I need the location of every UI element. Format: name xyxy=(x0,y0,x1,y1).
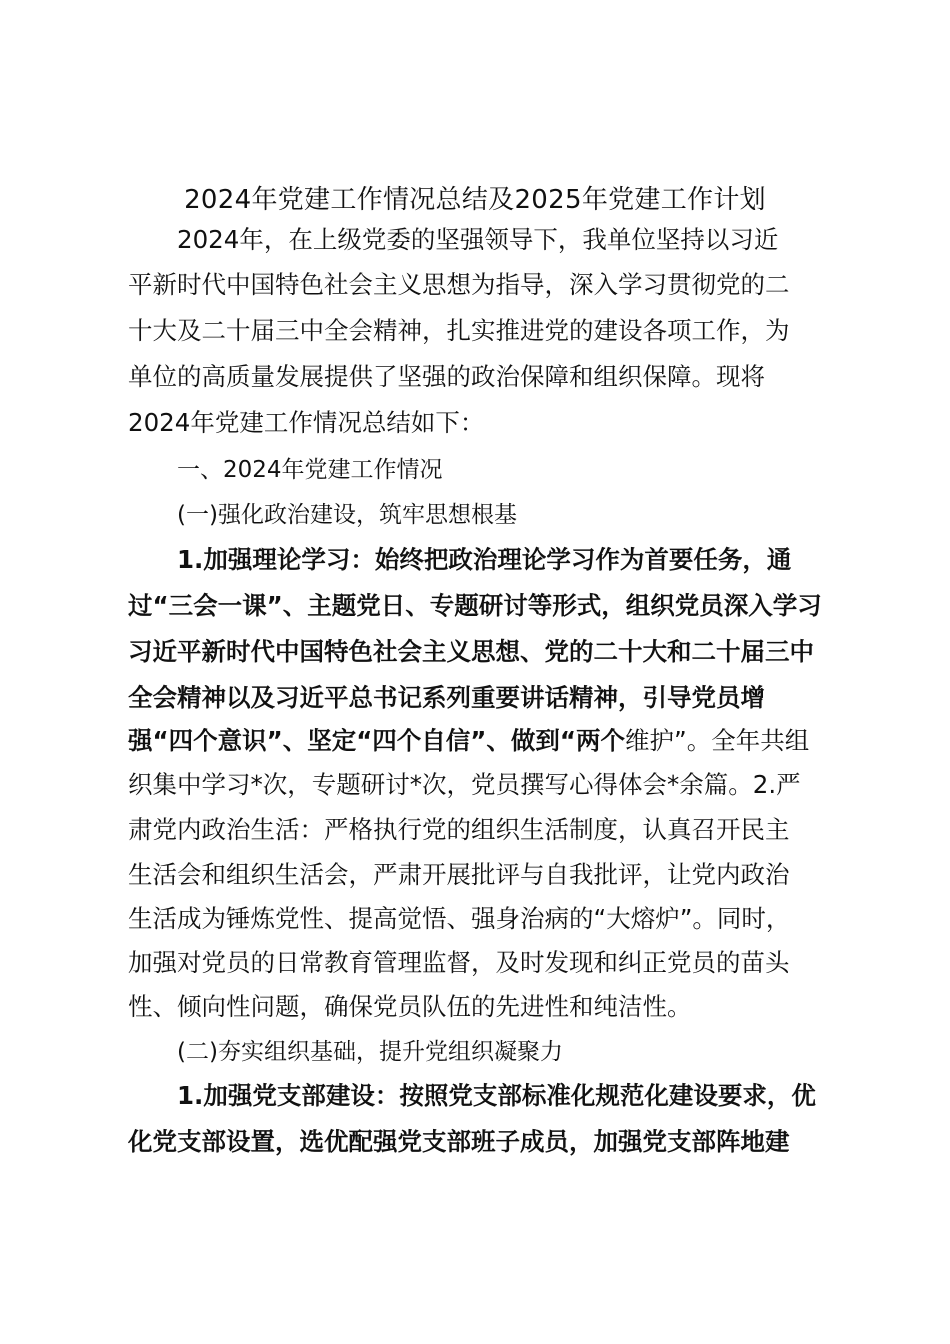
paragraph-line: 化党支部设置，选优配强党支部班子成员，加强党支部阵地建 xyxy=(128,1127,790,1156)
paragraph-line: 织集中学习*次，专题研讨*次，党员撰写心得体会*余篇。2.严 xyxy=(128,770,801,799)
paragraph-line: 单位的高质量发展提供了坚强的政治保障和组织保障。现将 xyxy=(128,362,765,391)
paragraph-line: 肃党内政治生活：严格执行党的组织生活制度，认真召开民主 xyxy=(128,815,790,844)
paragraph-line: 1.加强党支部建设：按照党支部标准化规范化建设要求，优 xyxy=(177,1081,816,1110)
section-heading: 一、2024年党建工作情况 xyxy=(177,457,443,483)
paragraph-line: 2024年，在上级党委的坚强领导下，我单位坚持以习近 xyxy=(177,225,779,254)
paragraph-line: 加强对党员的日常教育管理监督，及时发现和纠正党员的苗头 xyxy=(128,948,790,977)
paragraph-line: 十大及二十届三中全会精神，扎实推进党的建设各项工作，为 xyxy=(128,316,790,345)
paragraph-line: 习近平新时代中国特色社会主义思想、党的二十大和二十届三中 xyxy=(128,637,814,666)
paragraph-line: 过“三会一课”、主题党日、专题研讨等形式，组织党员深入学习 xyxy=(128,591,822,620)
normal-segment: 维护”。全年共组 xyxy=(625,726,810,755)
paragraph-line: 2024年党建工作情况总结如下： xyxy=(128,408,485,437)
bold-segment: 强“四个意识”、坚定“四个自信”、做到“两个 xyxy=(128,726,626,755)
subsection-heading: (一)强化政治建设，筑牢思想根基 xyxy=(177,502,517,528)
paragraph-line: 性、倾向性问题，确保党员队伍的先进性和纯洁性。 xyxy=(128,992,692,1021)
paragraph-line: 生活会和组织生活会，严肃开展批评与自我批评，让党内政治 xyxy=(128,860,790,889)
document-title: 2024年党建工作情况总结及2025年党建工作计划 xyxy=(184,185,766,215)
subsection-heading: (二)夯实组织基础，提升党组织凝聚力 xyxy=(177,1039,563,1065)
paragraph-line: 全会精神以及习近平总书记系列重要讲话精神，引导党员增 xyxy=(128,683,765,712)
paragraph-line xyxy=(128,721,809,761)
paragraph-line: 平新时代中国特色社会主义思想为指导，深入学习贯彻党的二 xyxy=(128,270,790,299)
paragraph-line: 1.加强理论学习：始终把政治理论学习作为首要任务，通 xyxy=(177,545,792,574)
paragraph-line: 生活成为锤炼党性、提高觉悟、强身治病的“大熔炉”。同时， xyxy=(128,904,791,933)
